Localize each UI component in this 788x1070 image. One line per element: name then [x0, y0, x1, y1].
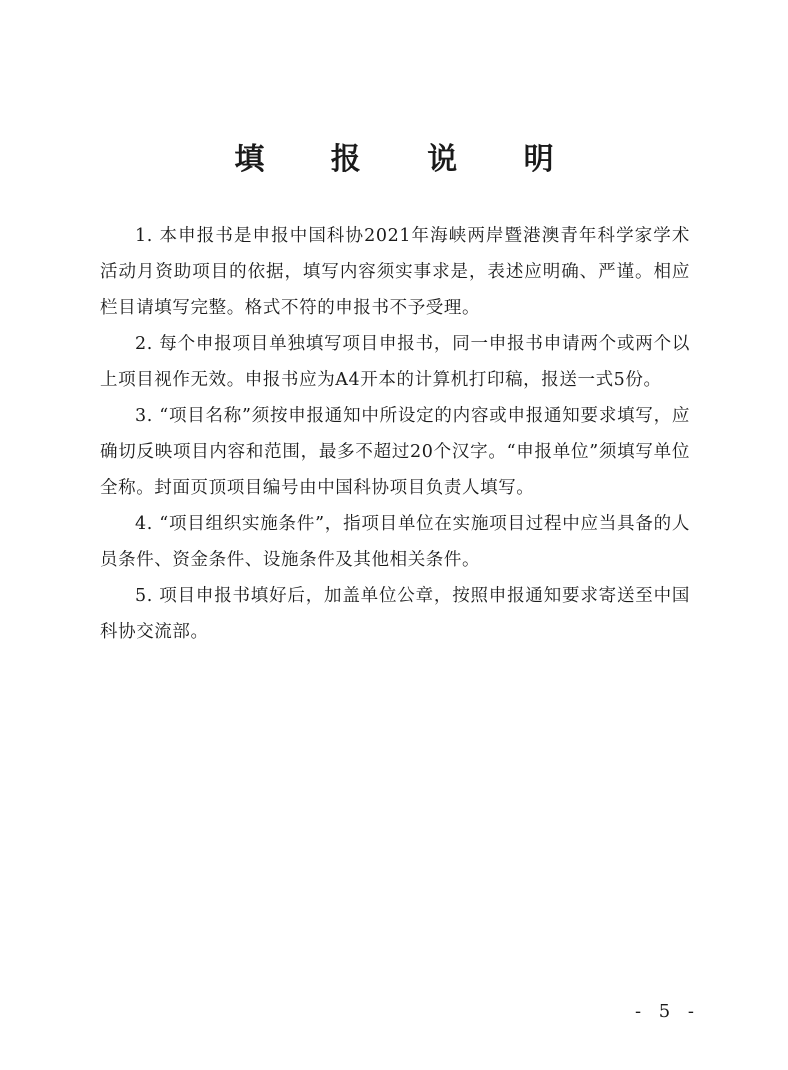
- instruction-paragraph-4: 4. “项目组织实施条件”，指项目单位在实施项目过程中应当具备的人员条件、资金条件、设施条件及其他相关条件。: [100, 514, 690, 570]
- instruction-paragraph-3: 3. “项目名称”须按申报通知中所设定的内容或申报通知要求填写，应确切反映项目内容和范围，最多不超过20个汉字。“申报单位”须填写单位全称。封面页顶项目编号由中国科协项目负责人填写。: [100, 406, 690, 498]
- instruction-paragraph-2: 2. 每个申报项目单独填写项目申报书，同一申报书申请两个或两个以上项目视作无效。申报书应为A4开本的计算机打印稿，报送一式5份。: [100, 334, 690, 390]
- instructions-body: [100, 218, 690, 650]
- instruction-paragraph-5: 5. 项目申报书填好后，加盖单位公章，按照申报通知要求寄送至中国科协交流部。: [100, 586, 690, 642]
- document-title: 填 报 说 明: [234, 142, 582, 177]
- page-number: - 5 -: [634, 1001, 700, 1022]
- instruction-paragraph-1: 1. 本申报书是申报中国科协2021年海峡两岸暨港澳青年科学家学术活动月资助项目的依据，填写内容须实事求是，表述应明确、严谨。相应栏目请填写完整。格式不符的申报书不予受理。: [100, 226, 690, 318]
